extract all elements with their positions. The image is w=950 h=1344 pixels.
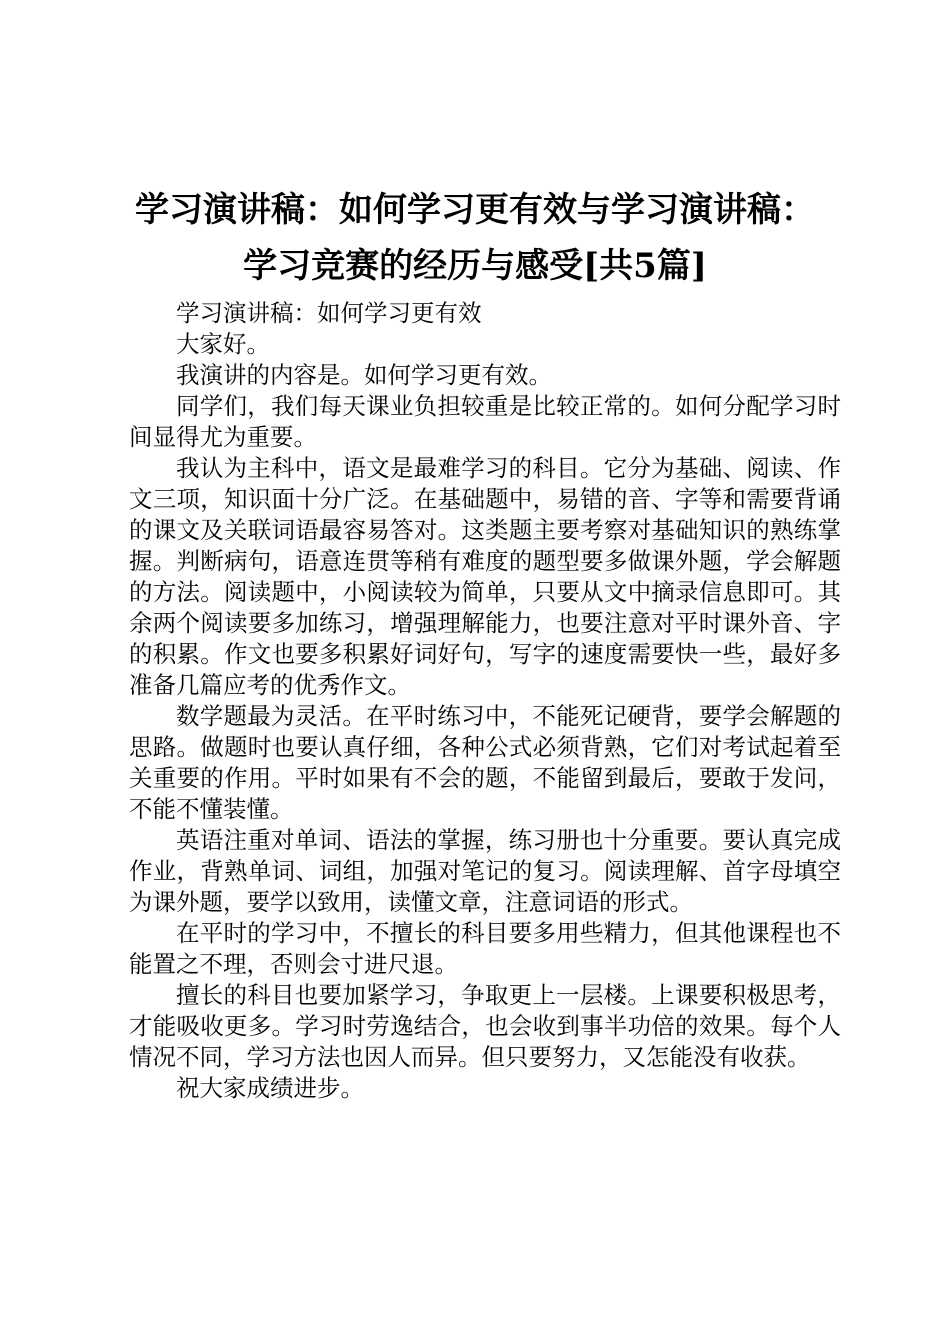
document-title-line-1: 学习演讲稿：如何学习更有效与学习演讲稿：: [135, 190, 815, 230]
paragraph-chinese: 我认为主科中，语文是最难学习的科目。它分为基础、阅读、作文三项，知识面十分广泛。在基础题中，易错的音、字等和需要背诵的课文及关联词语最容易答对。这类题主要考察对基础知识的熟练掌握。判断病句，语意连贯等稍有难度的题型要多做课外题，学会解题的方法。阅读题中，小阅读较为简单，只要从文中摘录信息即可。其余两个阅读要多加练习，增强理解能力，也要注意对平时课外音、字的积累。作文也要多积累好词好句，写字的速度需要快一些，最好多准备几篇应考的优秀作文。: [129, 454, 841, 699]
paragraph-topic: 我演讲的内容是。如何学习更有效。: [176, 361, 552, 389]
paragraph-weak-subjects: 在平时的学习中，不擅长的科目要多用些精力，但其他课程也不能置之不理，否则会寸进尺退。: [129, 919, 841, 978]
document-title-line-2: 学习竞赛的经历与感受[共5篇]: [243, 246, 707, 286]
paragraph-math: 数学题最为灵活。在平时练习中，不能死记硬背，要学会解题的思路。做题时也要认真仔细，各种公式必须背熟，它们对考试起着至关重要的作用。平时如果有不会的题，不能留到最后，要敢于发问，不能不懂装懂。: [129, 702, 841, 823]
paragraph-intro: 同学们，我们每天课业负担较重是比较正常的。如何分配学习时间显得尤为重要。: [129, 392, 841, 451]
paragraph-subtitle: 学习演讲稿：如何学习更有效: [176, 299, 482, 327]
document-body: [129, 298, 841, 1104]
paragraph-closing: 祝大家成绩进步。: [176, 1074, 364, 1102]
paragraph-english: 英语注重对单词、语法的掌握，练习册也十分重要。要认真完成作业，背熟单词、词组，加强对笔记的复习。阅读理解、首字母填空为课外题，要学以致用，读懂文章，注意词语的形式。: [129, 826, 841, 916]
paragraph-greeting: 大家好。: [176, 330, 270, 358]
paragraph-strong-subjects: 擅长的科目也要加紧学习，争取更上一层楼。上课要积极思考，才能吸收更多。学习时劳逸结合，也会收到事半功倍的效果。每个人情况不同，学习方法也因人而异。但只要努力，又怎能没有收获。: [129, 981, 841, 1071]
